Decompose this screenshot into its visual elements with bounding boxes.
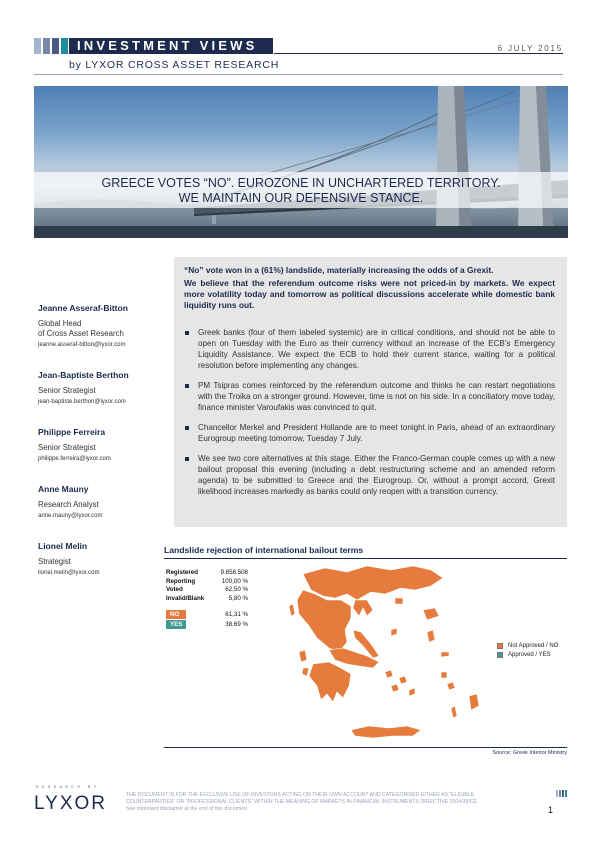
- map-region-karpathos: [451, 706, 457, 718]
- footer-block: [559, 790, 561, 797]
- map-source: Source: Greek Interior Ministry: [492, 750, 567, 756]
- map-region-corfu: [289, 604, 295, 616]
- map-region-kefalonia: [299, 650, 307, 662]
- header-color-blocks: [34, 38, 70, 54]
- map-region-skyros: [391, 628, 397, 636]
- disclaimer-line: THE DOCUMENT IS FOR THE EXCLUSIVE USE OF INVESTORS ACTING ON THEIR OWN ACCOUNT AND CATEGORISED EITHER AS “ELIGIBLE: [126, 792, 475, 798]
- author-card: [38, 370, 163, 405]
- stat-label: Invalid/Blank: [166, 594, 205, 602]
- header-block: [43, 38, 50, 54]
- page-number: 1: [548, 805, 554, 815]
- authors-column: [38, 303, 163, 598]
- author-email[interactable]: jeanne.asseraf-bitton@lyxor.com: [38, 342, 126, 348]
- author-name: Anne Mauny: [38, 484, 89, 494]
- disclaimer-line: COUNTERPARTIES” OR “PROFESSIONAL CLIENTS” WITHIN THE MEANING OF MARKETS IN FINANCIAL INSTRUMENTS DIRECTIVE 2004/39/CE: [126, 799, 477, 805]
- author-role: Strategist: [38, 557, 71, 566]
- stat-label: Reporting: [166, 577, 196, 585]
- stat-value: 100,00 %: [221, 577, 248, 585]
- summary-lead: “No” vote won in a (61%) landslide, materially increasing the odds of a Grexit.: [184, 265, 494, 275]
- publication-title: INVESTMENT VIEWS: [69, 38, 273, 54]
- stat-row: [166, 586, 248, 595]
- summary-bullets: [184, 327, 555, 497]
- footer-block: [556, 790, 558, 797]
- legend-label: Not Approved / NO: [508, 642, 559, 649]
- footer-research-by: RESEARCH BY: [36, 785, 100, 789]
- author-email[interactable]: anne.mauny@lyxor.com: [38, 513, 103, 519]
- disclaimer-line: See important disclaimer at the end of this document.: [126, 806, 249, 812]
- bullet-item: Chancellor Merkel and President Hollande are to meet tonight in Paris, ahead of an extraordinary Eurogroup meeting tomorrow, Tuesday 7 July.: [184, 422, 555, 444]
- legend-swatch-yes: [497, 652, 503, 658]
- author-role: Research Analyst: [38, 500, 99, 509]
- map-region-lemnos: [395, 598, 403, 604]
- author-email[interactable]: jean-baptiste.berthon@lyxor.com: [38, 399, 126, 405]
- summary-box: [174, 257, 567, 527]
- stat-row: [166, 569, 248, 578]
- footer-disclaimer: [126, 792, 536, 813]
- map-region-crete: [351, 726, 421, 738]
- vote-value-no: 61,31 %: [225, 611, 248, 618]
- map-region-chios: [427, 630, 435, 642]
- bridge-illustration: [34, 86, 568, 238]
- author-email[interactable]: lionel.melin@lyxor.com: [38, 570, 100, 576]
- stat-label: Registered: [166, 569, 198, 576]
- bullet-item: We see two core alternatives at this stage. Either the Franco-German couple comes up with a new bailout proposal this evening (including a debt restructuring scheme and an amended reform agenda) to be submitted to Greece and the Eurogroup. Or, without a prompt accord, Grexit likelihood increases markedly as banks could only reopen with a transition currency.: [184, 453, 555, 497]
- vote-row-no: [166, 610, 248, 619]
- stat-row: [166, 595, 248, 604]
- header-block: [52, 38, 59, 54]
- map-region-cyclades-2: [399, 676, 407, 684]
- stat-row: [166, 578, 248, 587]
- greece-referendum-map: [255, 560, 495, 746]
- map-region-north: [303, 566, 443, 600]
- map-region-lesvos: [423, 608, 439, 620]
- author-name: Jeanne Asseraf-Bitton: [38, 303, 128, 313]
- author-card: [38, 541, 163, 576]
- hero-bridge-image: [34, 86, 568, 238]
- map-region-samos: [441, 652, 449, 657]
- author-role: Senior Strategist: [38, 386, 96, 395]
- map-region-cyclades-4: [409, 688, 415, 696]
- map-region-central: [297, 590, 351, 652]
- headline-line-1: GREECE VOTES “NO”. EUROZONE IN UNCHARTERED TERRITORY.: [101, 176, 501, 190]
- author-name: Jean-Baptiste Berthon: [38, 370, 129, 380]
- footer-color-blocks: [556, 790, 568, 797]
- legend-swatch-no: [497, 643, 503, 649]
- header-block: [34, 38, 41, 54]
- headline-line-2: WE MAINTAIN OUR DEFENSIVE STANCE.: [178, 191, 424, 205]
- map-region-cyclades-1: [385, 670, 393, 678]
- map-region-zakynthos: [302, 668, 309, 676]
- bullet-item: PM Tsipras comes reinforced by the referendum outcome and thinks he can restart negotiations with the Troika on a stronger ground. However, time is not on his side. In a conciliatory move today, finance minister Varoufakis was convinced to quit.: [184, 380, 555, 413]
- author-card: [38, 427, 163, 462]
- author-role: of Cross Asset Research: [38, 329, 124, 338]
- map-region-cyclades-3: [391, 684, 399, 692]
- map-title: Landslide rejection of international bailout terms: [164, 545, 364, 555]
- vote-label-no: NO: [166, 610, 186, 619]
- legend-item: [497, 641, 558, 650]
- map-legend: [497, 641, 558, 659]
- stat-value: 9.858.508: [220, 569, 248, 576]
- header-block: [61, 38, 68, 54]
- publication-subtitle: by LYXOR CROSS ASSET RESEARCH: [69, 59, 280, 71]
- author-role: Senior Strategist: [38, 443, 96, 452]
- headline-banner: [34, 172, 568, 208]
- stat-value: 5,80 %: [228, 594, 248, 602]
- legend-item: [497, 650, 558, 659]
- map-region-chalkidiki: [353, 600, 373, 616]
- map-region-dodecanese-2: [447, 682, 455, 690]
- map-region-peloponnese: [309, 662, 351, 702]
- stat-value: 62,50 %: [225, 586, 248, 593]
- legend-label: Approved / YES: [508, 651, 551, 658]
- footer-block: [565, 790, 567, 797]
- author-role: Global Head: [38, 319, 82, 328]
- author-email[interactable]: philippe.ferreira@lyxor.com: [38, 456, 111, 462]
- footer-block: [562, 790, 564, 797]
- bullet-item: Greek banks (four of them labeled systemic) are in critical conditions, and should not be able to open on Tuesday with the Euro as their currency without an increase of the ECB’s Emergency Liquidity Assistance. We expect the ECB to hold their current stance, waiting for a political resolution before implementing any changes.: [184, 327, 555, 371]
- vote-label-yes: YES: [166, 620, 186, 629]
- map-bottom-rule: [164, 747, 567, 748]
- lyxor-logo: LYXOR: [34, 793, 108, 814]
- vote-row-yes: [166, 620, 248, 629]
- stat-label: Voted: [166, 586, 183, 593]
- author-card: [38, 303, 163, 348]
- author-name: Philippe Ferreira: [38, 427, 106, 437]
- referendum-stats: [166, 569, 248, 629]
- map-title-rule: [164, 558, 567, 559]
- vote-value-yes: 38,69 %: [225, 621, 248, 628]
- header-rule: [274, 53, 563, 54]
- map-region-dodecanese-1: [441, 672, 447, 678]
- summary-intro: We believe that the referendum outcome risks were not priced-in by markets. We expect more volatility today and tomorrow as political discussions accelerate while domestic bank liquidity runs out.: [184, 277, 555, 310]
- map-region-rhodes: [469, 694, 479, 710]
- publication-date: 6 JULY 2015: [497, 44, 563, 53]
- author-name: Lionel Melin: [38, 541, 88, 551]
- header-divider: [34, 74, 563, 75]
- author-card: [38, 484, 163, 519]
